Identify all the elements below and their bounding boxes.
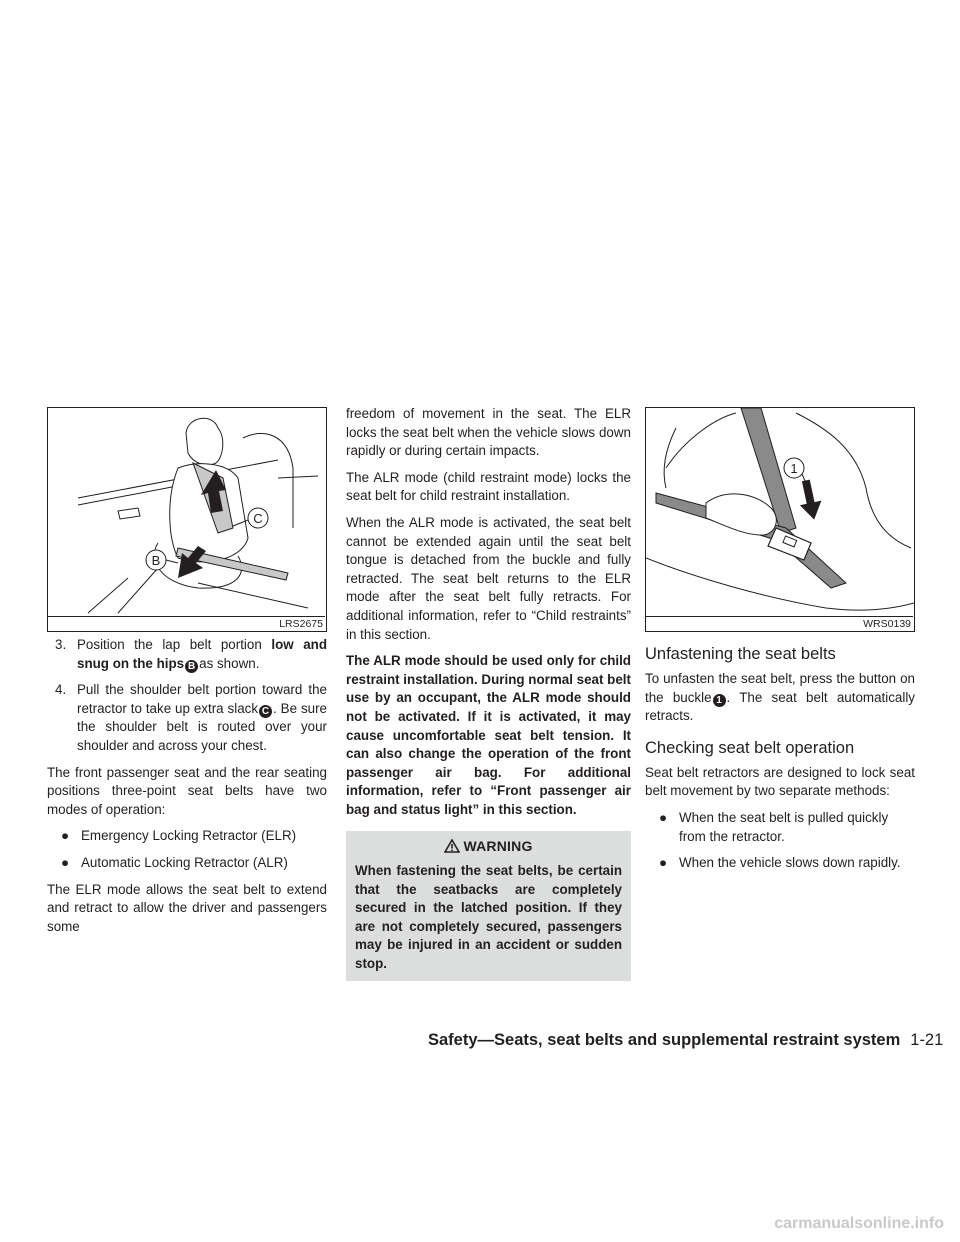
step-text-post: as shown.: [199, 655, 260, 671]
bullet-icon: ●: [659, 855, 668, 871]
left-column: [47, 405, 327, 944]
step-number: 4.: [55, 682, 67, 698]
unfasten-heading: Unfastening the seat belts: [645, 645, 836, 663]
warning-triangle-icon: [444, 839, 460, 853]
modes-intro: The front passenger seat and the rear seating positions three-point seat belts have two modes of operation:: [47, 764, 327, 817]
fig2-label-1: 1: [790, 461, 798, 476]
elr-paragraph-start: The ELR mode allows the seat belt to extend and retract to allow the driver and passengers some: [47, 881, 327, 934]
step-text: [77, 681, 327, 755]
callout-1-icon: 1: [713, 694, 726, 707]
bullet-text: When the seat belt is pulled quickly from the retractor.: [679, 809, 889, 844]
step-text: [77, 636, 327, 673]
mode-bullet: [47, 854, 327, 873]
step-text-pre: Pull the shoulder belt portion toward the retractor to take up extra slack: [77, 682, 327, 716]
warning-title: WARNING: [463, 838, 533, 855]
watermark: carmanualsonline.info: [774, 1215, 944, 1233]
step-number: 3.: [55, 637, 67, 652]
bullet-icon: ●: [659, 809, 668, 825]
callout-b-icon: B: [185, 660, 198, 673]
unfasten-text-pre: To unfasten the seat belt, press the button on the buckle: [645, 671, 915, 705]
buckle-release-illustration: [646, 408, 914, 618]
unfasten-text-post: . The seat belt automatically retracts.: [645, 689, 916, 724]
figure-child-seat-belt: [47, 407, 327, 632]
page-footer: [428, 1031, 944, 1050]
checking-bullet: [645, 809, 915, 846]
warning-text: When fastening the seat belts, be certain that the seatbacks are completely secured in the latched position. If they are not completely secured, passengers may be injured in an accident or sudden stop.: [355, 863, 622, 972]
bullet-text: Automatic Locking Retractor (ALR): [81, 854, 288, 870]
right-column: [645, 405, 915, 881]
page-number: 1-21: [910, 1031, 944, 1049]
mode-bullet: [47, 827, 327, 846]
warning-header: [355, 831, 622, 862]
callout-c-icon: C: [259, 705, 272, 718]
step-text-bold: low and snug on the hips: [77, 637, 328, 671]
checking-bullet: [645, 854, 915, 873]
footer-section-title: Safety—Seats, seat belts and supplemental restraint system: [428, 1031, 901, 1049]
step-3: [47, 636, 327, 673]
middle-column: [346, 405, 631, 981]
fig1-label-b: B: [151, 553, 161, 568]
step-text-pre: Position the lap belt portion: [77, 637, 272, 652]
step-4: [47, 681, 327, 755]
bullet-icon: ●: [61, 854, 70, 870]
bullet-text: When the vehicle slows down rapidly.: [679, 855, 901, 871]
figure-code: LRS2675: [279, 618, 323, 630]
alr-warning-paragraph: The ALR mode should be used only for child restraint installation. During normal seat belt use by an occupant, the ALR mode should not be activated. If it is activated, it may cause uncomfortable seat belt tension. It can also change the operation of the front passenger air bag. For additional information, refer to “Front passenger air bag and status light” in this section.: [346, 653, 631, 817]
fig1-label-c: C: [253, 511, 263, 526]
figure-buckle-release: [645, 407, 915, 632]
elr-paragraph-end: freedom of movement in the seat. The ELR locks the seat belt when the vehicle slows down rapidly or during certain impacts.: [346, 406, 631, 459]
bullet-icon: ●: [61, 828, 70, 844]
unfasten-paragraph: [645, 670, 915, 726]
bullet-text: Emergency Locking Retractor (ELR): [81, 828, 297, 844]
warning-box: [346, 831, 631, 980]
figure-code: WRS0139: [863, 618, 911, 630]
checking-heading: Checking seat belt operation: [645, 738, 855, 757]
step-text-post: . Be sure the shoulder belt is routed over your shoulder and across your chest.: [77, 700, 328, 753]
checking-intro: Seat belt retractors are designed to lock seat belt movement by two separate methods:: [645, 764, 915, 799]
alr-activated-paragraph: When the ALR mode is activated, the seat belt cannot be extended again until the seat belt tongue is detached from the buckle and fully retracted. The seat belt returns to the ELR mode after the seat belt fully retracts. For additional information, refer to “Child restraints” in this section.: [346, 514, 631, 642]
child-seat-belt-illustration: [48, 408, 326, 618]
alr-paragraph: The ALR mode (child restraint mode) locks the seat belt for child restraint installation.: [346, 469, 631, 504]
